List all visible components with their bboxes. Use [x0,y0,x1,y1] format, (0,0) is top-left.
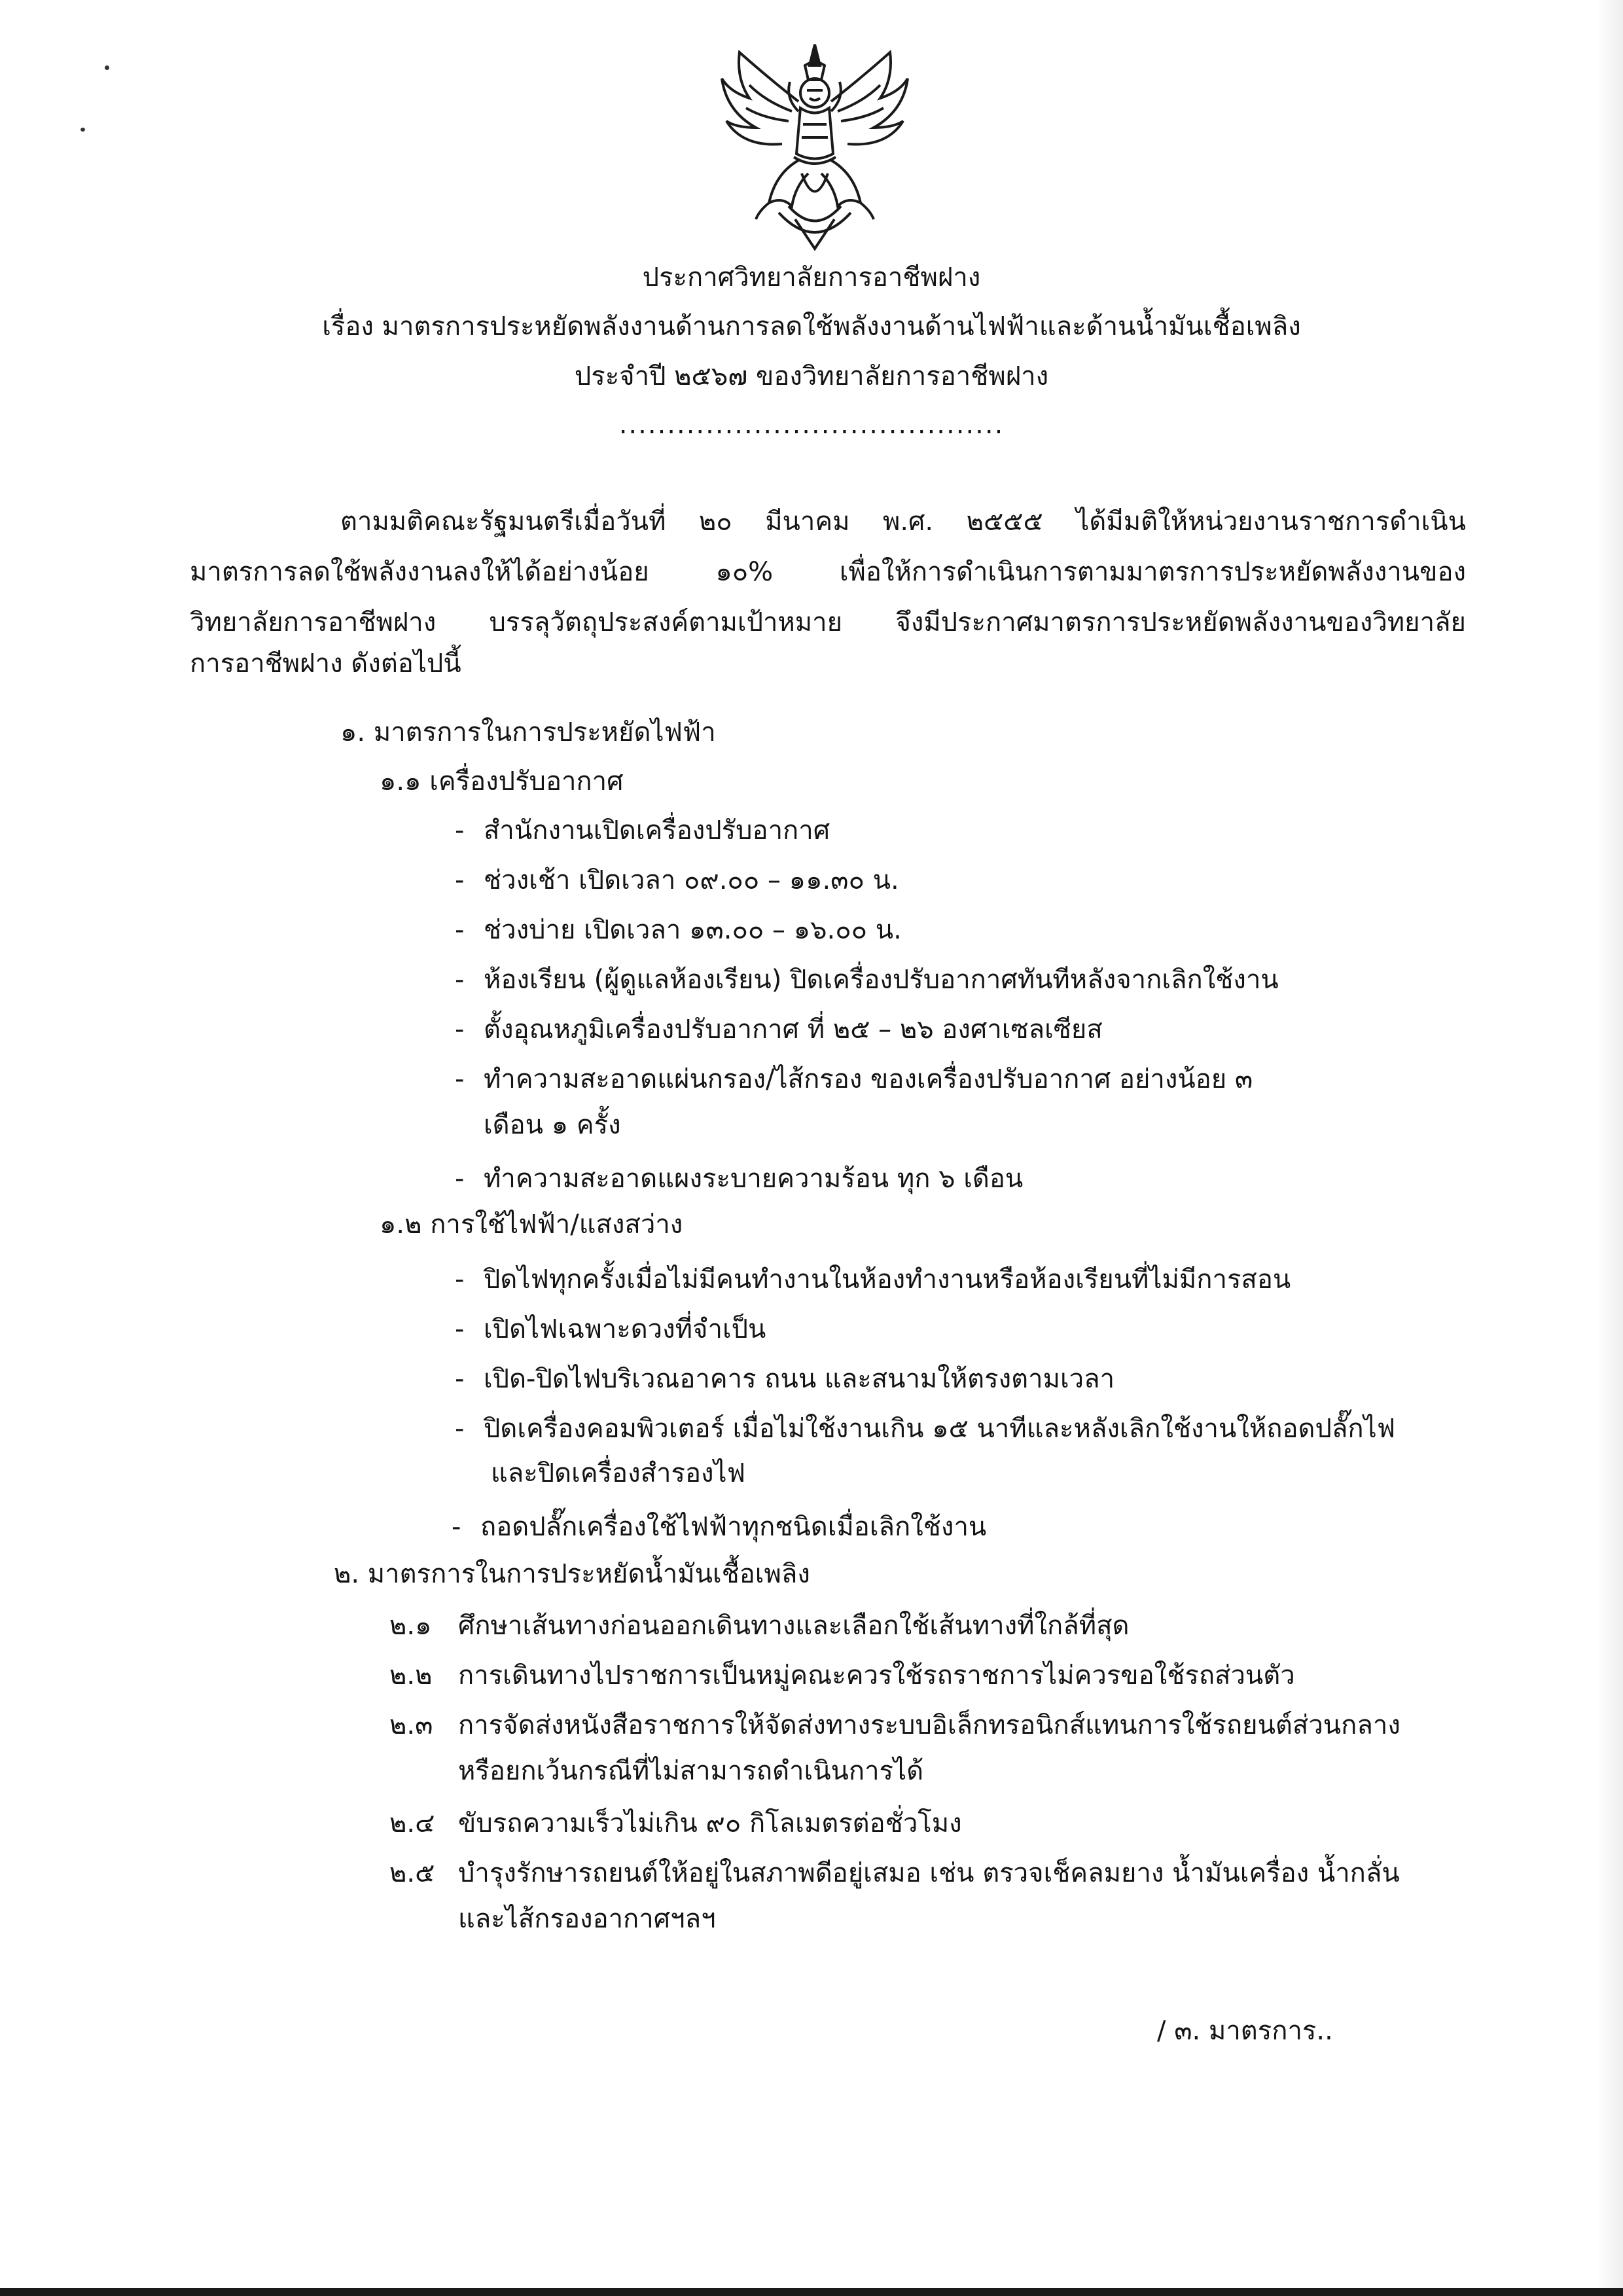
section1-2-item: - ปิดเครื่องคอมพิวเตอร์ เมื่อไม่ใช้งานเกิน ๑๕ นาทีและหลังเลิกใช้งานให้ถอดปลั๊กไฟ [455,1410,1395,1448]
section2-item-text: การเดินทางไปราชการเป็นหมู่คณะควรใช้รถราชการไม่ควรขอใช้รถส่วนตัว [458,1660,1295,1691]
section1-2-item: - เปิด-ปิดไฟบริเวณอาคาร ถนน และสนามให้ตรงตามเวลา [455,1360,1115,1398]
header-dotted-rule: ........................................ [618,410,1005,440]
section2-item-number: ๒.๓ [389,1710,433,1740]
section2-item-number: ๒.๒ [389,1660,433,1691]
section2-item-text-continued: หรือยกเว้นกรณีที่ไม่สามารถดำเนินการได้ [458,1756,924,1786]
section2-item-number: ๒.๑ [389,1611,432,1641]
section1-1-item-continued: เดือน ๑ ครั้ง [484,1110,621,1140]
dash-bullet: - [455,1414,465,1444]
section2-item-text: บำรุงรักษารถยนต์ให้อยู่ในสภาพดีอยู่เสมอ เช่น ตรวจเช็คลมยาง น้ำมันเครื่อง น้ำกลั่น [458,1858,1400,1888]
section1-2-title: ๑.๒ การใช้ไฟฟ้า/แสงสว่าง [380,1210,683,1240]
dash-bullet: - [455,865,465,895]
section2-item-text: การจัดส่งหนังสือราชการให้จัดส่งทางระบบอิเล็กทรอนิกส์แทนการใช้รถยนต์ส่วนกลาง [458,1710,1400,1740]
dash-bullet: - [452,1512,461,1542]
scan-speck [105,65,109,70]
section2-item-number: ๒.๔ [389,1808,435,1839]
page-continuation: / ๓. มาตรการ.. [1157,2016,1333,2046]
dash-bullet: - [455,1314,465,1344]
section1-2-item: - ปิดไฟทุกครั้งเมื่อไม่มีคนทำงานในห้องทำงานหรือห้องเรียนที่ไม่มีการสอน [455,1261,1291,1299]
header-subject: เรื่อง มาตรการประหยัดพลังงานด้านการลดใช้พลังงานด้านไฟฟ้าและด้านน้ำมันเชื้อเพลิง [322,312,1301,342]
section1-1-item: - ช่วงบ่าย เปิดเวลา ๑๓.๐๐ – ๑๖.๐๐ น. [455,911,902,949]
section2-item-number: ๒.๕ [389,1858,435,1888]
section1-1-item: - ทำความสะอาดแผ่นกรอง/ไส้กรอง ของเครื่องปรับอากาศ อย่างน้อย ๓ [455,1060,1253,1098]
section2-item-text: ขับรถความเร็วไม่เกิน ๙๐ กิโลเมตรต่อชั่วโมง [458,1808,962,1839]
section1-2-item: - ถอดปลั๊กเครื่องใช้ไฟฟ้าทุกชนิดเมื่อเลิกใช้งาน [452,1508,986,1546]
intro-line: มาตรการลดใช้พลังงานลงให้ได้อย่างน้อย ๑๐% เพื่อให้การดำเนินการตามมาตรการประหยัดพลังงานของ [190,557,1466,587]
dash-bullet: - [455,915,465,945]
section1-1-item: - ช่วงเช้า เปิดเวลา ๐๙.๐๐ – ๑๑.๓๐ น. [455,861,899,899]
section1-2-item-continued: และปิดเครื่องสำรองไฟ [491,1458,745,1488]
section1-2-item: - เปิดไฟเฉพาะดวงที่จำเป็น [455,1310,766,1348]
dash-bullet: - [455,1265,465,1295]
section2-item-text: ศึกษาเส้นทางก่อนออกเดินทางและเลือกใช้เส้นทางที่ใกล้ที่สุด [458,1611,1130,1641]
header-org-title: ประกาศวิทยาลัยการอาชีพฝาง [642,262,981,293]
section1-title: ๑. มาตรการในการประหยัดไฟฟ้า [340,717,716,747]
section2-title: ๒. มาตรการในการประหยัดน้ำมันเชื้อเพลิง [334,1559,810,1589]
section1-1-item: - ทำความสะอาดแผงระบายความร้อน ทุก ๖ เดือน [455,1160,1023,1198]
garuda-emblem-icon [717,39,913,255]
header-year-line: ประจำปี ๒๕๖๗ ของวิทยาลัยการอาชีพฝาง [574,361,1049,391]
section1-1-item: - ห้องเรียน (ผู้ดูแลห้องเรียน) ปิดเครื่องปรับอากาศทันทีหลังจากเลิกใช้งาน [455,961,1279,999]
section1-1-item: - ตั้งอุณหภูมิเครื่องปรับอากาศ ที่ ๒๕ – ๒๖ องศาเซลเซียส [455,1011,1103,1049]
dash-bullet: - [455,1064,465,1094]
section1-1-title: ๑.๑ เครื่องปรับอากาศ [380,766,624,797]
intro-line: ตามมติคณะรัฐมนตรีเมื่อวันที่ ๒๐ มีนาคม พ.ศ. ๒๕๕๕ ได้มีมติให้หน่วยงานราชการดำเนิน [340,507,1466,537]
dash-bullet: - [455,1014,465,1045]
dash-bullet: - [455,1364,465,1394]
dash-bullet: - [455,816,465,846]
section1-1-item: - สำนักงานเปิดเครื่องปรับอากาศ [455,812,830,850]
section2-item-text-continued: และไส้กรองอากาศฯลฯ [458,1904,716,1934]
dash-bullet: - [455,1164,465,1194]
scan-speck [80,128,85,132]
intro-line: การอาชีพฝาง ดังต่อไปนี้ [190,649,461,679]
scan-edge-bottom [0,2288,1623,2296]
intro-line: วิทยาลัยการอาชีพฝาง บรรลุวัตถุประสงค์ตามเป้าหมาย จึงมีประกาศมาตรการประหยัดพลังงานของวิทยาลัย [190,607,1466,637]
dash-bullet: - [455,965,465,995]
